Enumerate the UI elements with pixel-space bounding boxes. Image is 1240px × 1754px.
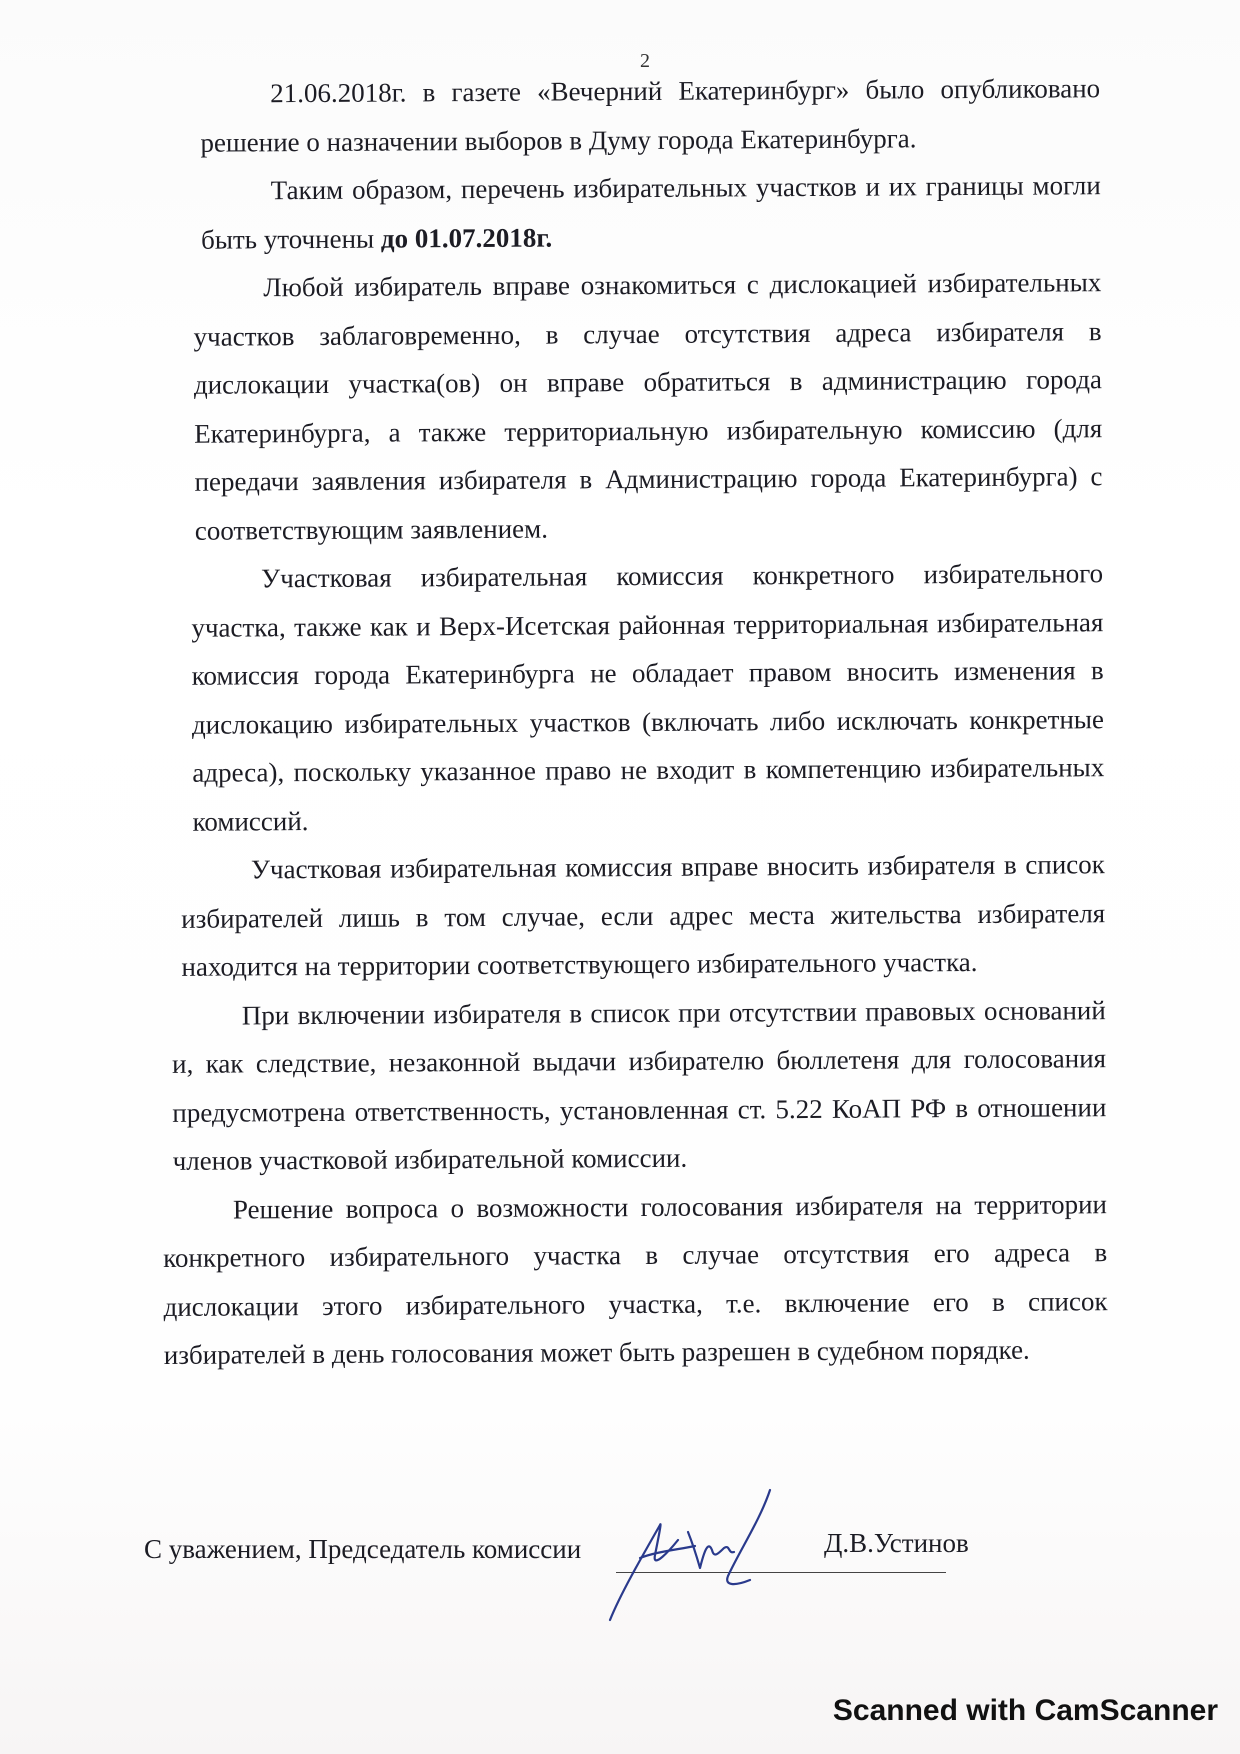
paragraph-7: Решение вопроса о возможности голосования избирателя на территории конкретного избирательного участка в случае отсутствия его адреса в дислокации этого избирательного участка, т.е. включение его в список избирателей в день голосования может быть разрешен в судебном порядке. (163, 1188, 1108, 1370)
paragraph-5: Участковая избирательная комиссия вправе вносить избирателя в список избирателей лишь в том случае, если адрес места жительства избирателя находится на территории соответствующего избирательного участка. (181, 849, 1106, 982)
paragraph-2 (151, 161, 1102, 264)
paragraph-2-deadline: до 01.07.2018г. (380, 222, 553, 254)
letter-body (150, 64, 1108, 1379)
paragraph-6: При включении избирателя в список при отсутствии правовых оснований и, как следствие, незаконной выдачи избирателю бюллетеня для голосования предусмотрена ответственность, установленная ст. 5.22 КоАП РФ в отношении членов участковой избирательной комиссии. (171, 994, 1107, 1176)
handwritten-signature (600, 1480, 860, 1630)
paragraph-2-text: Таким образом, перечень избирательных участков и их границы могли быть уточнены (200, 170, 1101, 255)
page-number: 2 (640, 50, 650, 72)
closing-text: С уважением, Председатель комиссии (144, 1534, 582, 1564)
signatory-name: Д.В.Устинов (824, 1528, 969, 1558)
paragraph-1: 21.06.2018г. в газете «Вечерний Екатеринбург» было опубликовано решение о назначении выборов в Думу города Екатеринбурга. (200, 73, 1101, 158)
paragraph-4: Участковая избирательная комиссия конкретного избирательного участка, также как и Верх-Исетская районная территориальная избирательная комиссия города Екатеринбурга не обладает правом вносить изменения в дислокацию избирательных участков (включать либо исключать конкретные адреса), поскольку указанное право не входит в компетенцию избирательных комиссий. (191, 558, 1105, 837)
scanner-watermark: Scanned with CamScanner (832, 1694, 1218, 1727)
paragraph-3: Любой избиратель вправе ознакомиться с дислокацией избирательных участков заблаговременно, в случае отсутствия адреса избирателя в дислокации участка(ов) он вправе обратиться в администрацию города Екатеринбурга, а также территориальную избирательную комиссию (для передачи заявления избирателя в Администрацию города Екатеринбурга) с соответствующим заявлением. (193, 267, 1103, 546)
